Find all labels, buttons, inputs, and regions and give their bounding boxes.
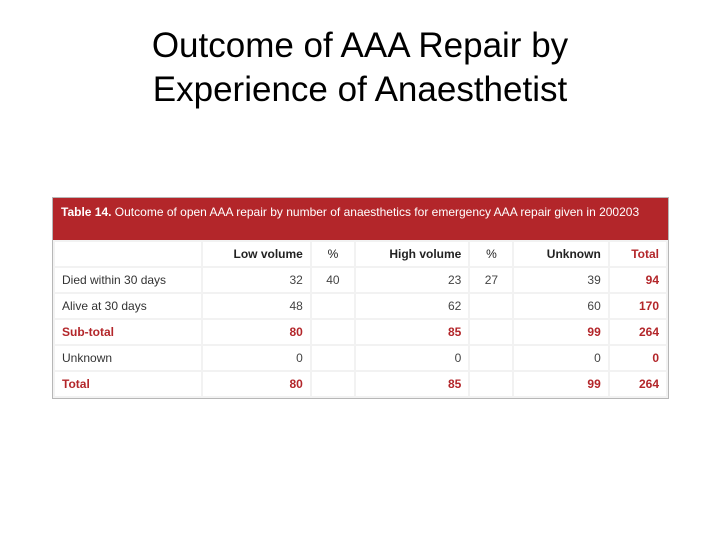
cell-unknown: 60	[514, 294, 607, 318]
header-unknown: Unknown	[514, 242, 607, 266]
cell-unknown: 0	[514, 346, 607, 370]
cell-low-percent	[312, 372, 354, 396]
table-row-subtotal	[55, 320, 666, 344]
table-row-unknown	[55, 346, 666, 370]
cell-low-percent	[312, 320, 354, 344]
table-caption	[53, 198, 668, 240]
cell-unknown: 39	[514, 268, 607, 292]
row-label: Sub-total	[55, 320, 201, 344]
cell-low-percent	[312, 346, 354, 370]
header-high-percent: %	[470, 242, 512, 266]
cell-unknown: 99	[514, 372, 607, 396]
cell-low-volume: 80	[203, 320, 309, 344]
cell-high-percent: 27	[470, 268, 512, 292]
cell-high-percent	[470, 346, 512, 370]
cell-low-volume: 48	[203, 294, 309, 318]
cell-total: 0	[610, 346, 666, 370]
row-label: Alive at 30 days	[55, 294, 201, 318]
cell-total: 94	[610, 268, 666, 292]
cell-high-volume: 85	[356, 320, 468, 344]
outcome-table	[53, 240, 668, 398]
cell-high-volume: 85	[356, 372, 468, 396]
header-low-percent: %	[312, 242, 354, 266]
cell-high-volume: 0	[356, 346, 468, 370]
cell-high-volume: 23	[356, 268, 468, 292]
table-row-total	[55, 372, 666, 396]
table-header-row	[55, 242, 666, 266]
header-low-volume: Low volume	[203, 242, 309, 266]
cell-total: 264	[610, 372, 666, 396]
table-caption-text: Outcome of open AAA repair by number of anaesthetics for emergency AAA repair given in 200203	[111, 205, 640, 219]
cell-low-volume: 32	[203, 268, 309, 292]
cell-total: 264	[610, 320, 666, 344]
slide-title	[60, 24, 660, 112]
header-total: Total	[610, 242, 666, 266]
header-high-volume: High volume	[356, 242, 468, 266]
slide-title-line-1: Outcome of AAA Repair by	[151, 26, 569, 65]
cell-unknown: 99	[514, 320, 607, 344]
cell-high-percent	[470, 320, 512, 344]
cell-low-percent	[312, 294, 354, 318]
header-empty	[55, 242, 201, 266]
cell-high-percent	[470, 294, 512, 318]
table-row-alive	[55, 294, 666, 318]
cell-total: 170	[610, 294, 666, 318]
cell-low-percent: 40	[312, 268, 354, 292]
slide-title-line-2: Experience of Anaesthetist	[152, 70, 568, 109]
table-row-died	[55, 268, 666, 292]
cell-high-volume: 62	[356, 294, 468, 318]
cell-low-volume: 0	[203, 346, 309, 370]
outcome-table-figure	[52, 197, 669, 399]
row-label: Unknown	[55, 346, 201, 370]
cell-low-volume: 80	[203, 372, 309, 396]
table-caption-lead: Table 14.	[61, 205, 112, 219]
row-label: Total	[55, 372, 201, 396]
cell-high-percent	[470, 372, 512, 396]
row-label: Died within 30 days	[55, 268, 201, 292]
